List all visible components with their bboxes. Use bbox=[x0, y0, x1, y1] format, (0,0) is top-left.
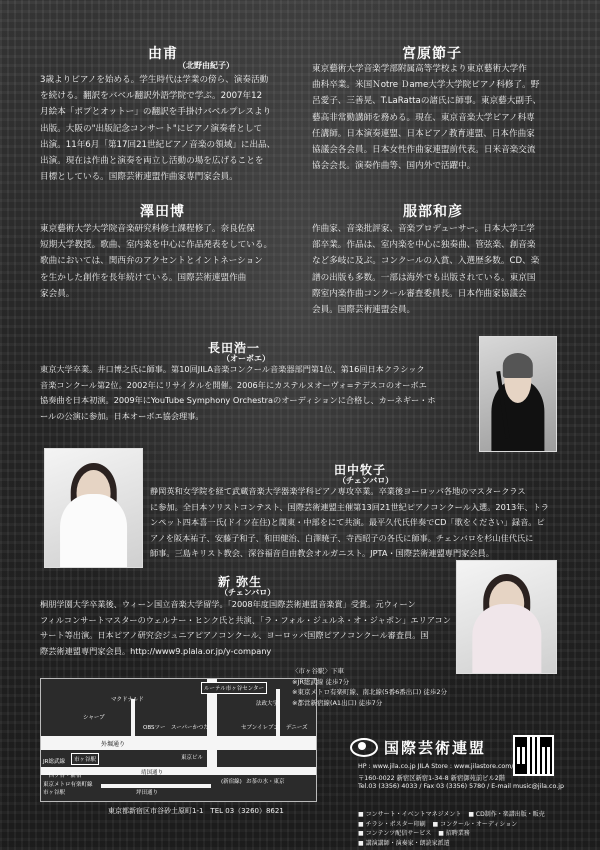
bio-sub-nagata: （オーボエ） bbox=[222, 354, 270, 363]
access-line: 〈市ヶ谷駅〉下車 bbox=[292, 667, 344, 675]
bio-sub-yuho: （北野由紀子） bbox=[178, 61, 234, 70]
service-item: ■ コンテンツ配信サービス bbox=[358, 830, 432, 837]
map-road-label: 坪田通り bbox=[136, 790, 159, 796]
bio-line: 師事。三島キリスト教会、深谷福音自由教会オルガニスト。JPTA・国際芸術連盟専門家会員。 bbox=[150, 548, 494, 559]
bio-text-tanaka bbox=[150, 484, 560, 562]
map-venue-label: ルーテル市ヶ谷センター bbox=[201, 682, 267, 694]
bio-text-yuho bbox=[40, 72, 295, 185]
bio-name-hattori: 服部和彦 bbox=[403, 204, 463, 220]
map-road-label: 外堀通り bbox=[101, 741, 126, 748]
bio-name-tanaka: 田中牧子 bbox=[334, 463, 387, 477]
portrait-photo-shin bbox=[456, 560, 557, 674]
access-line: ※JR総武線 徒歩7分 bbox=[292, 677, 350, 686]
contact-hp[interactable]: HP : www.jila.co.jp JILA Store : www.jilastore.com/ bbox=[358, 763, 514, 770]
org-logo bbox=[350, 737, 486, 758]
bio-text-miyahara bbox=[312, 61, 572, 174]
bio-line: 出演。現在は作曲と演奏を両立し活動の場を広げることを bbox=[40, 156, 264, 167]
map-road-label: 靖国通り bbox=[141, 770, 164, 776]
map-label: 東京ビル bbox=[181, 755, 204, 761]
map-label: セブンイレブン bbox=[241, 725, 279, 731]
access-info bbox=[292, 666, 447, 708]
bio-name-sawada: 澤田博 bbox=[140, 204, 185, 220]
photo-hair bbox=[503, 353, 533, 378]
bio-line: 呂愛子、三善晃、T.LaRattaの諸氏に師事。東京藝大副手、 bbox=[312, 96, 542, 107]
map-label: スーパーかつた bbox=[171, 725, 209, 731]
photo-figure bbox=[472, 604, 541, 673]
bio-line: アノを阪本祐子、安藤子和子、和田健治、白澤暁子、寺西昭子の各氏に師事。チェンバロを杉山佳代氏に bbox=[150, 532, 534, 543]
bio-sub-tanaka: （チェンバロ） bbox=[338, 476, 394, 485]
map-label: マクドナルド bbox=[111, 697, 144, 703]
bio-line: ールの公演に参加。日本オーボエ協会理事。 bbox=[40, 410, 204, 421]
bio-line: 出演。11年6月「第17回21世紀ピアノ音楽の領域」に出品、 bbox=[40, 139, 276, 150]
bio-sub-shin: （チェンバロ） bbox=[220, 588, 276, 597]
eye-logo-icon bbox=[350, 738, 378, 757]
bio-name-nagata: 長田浩一 bbox=[208, 341, 261, 355]
bio-line: 協議会各会員。日本女性作曲家連盟前代表。日米音楽交流 bbox=[312, 145, 536, 156]
bio-line: 東京大学卒業。井口博之氏に師事。第10回JILA音楽コンクール音楽器部門第1位、第16回日本クラシック bbox=[40, 364, 425, 374]
bio-text-hattori bbox=[312, 221, 572, 318]
map-road-side bbox=[131, 699, 135, 739]
map-road-side2 bbox=[276, 689, 280, 739]
bio-line: サート等出演。日本ピアノ研究会ジュニアピアノコンクール、ヨーロッパ国際ピアノコンクール審査員。国 bbox=[40, 630, 429, 641]
bio-line: 曲科卒業。米国Ｎotre Ｄame大学大学院ピアノ科修了。野 bbox=[312, 80, 540, 91]
bio-name-shin: 新 弥生 bbox=[218, 575, 263, 589]
bio-line: 目標としている。国際芸術連盟作曲家専門家会員。 bbox=[40, 172, 238, 183]
bio-text-sawada bbox=[40, 221, 295, 302]
org-name: 国際芸術連盟 bbox=[384, 739, 487, 757]
map-label: 一四ッ谷・新宿 bbox=[43, 773, 82, 779]
bio-line: を続ける。翻訳をバベル翻訳外語学院で学ぶ。2007年12 bbox=[40, 91, 263, 102]
bio-line: 作曲家、音楽批評家、音楽プロデューサー。日本大学工学 bbox=[312, 224, 535, 234]
bio-line: 際芸術連盟専門家会員。http://www9.plala.or.jp/y-company bbox=[40, 645, 272, 656]
service-item: ■ 講演講師・演奏家・朗読家派遣 bbox=[358, 839, 450, 847]
bio-line: など多岐に及ぶ。コンクールの入賞、入選歴多数。CD、楽 bbox=[312, 256, 540, 267]
contact-address: 〒160-0022 新宿区新宿1-34-8 新宿御苑前ビル2階 bbox=[358, 775, 506, 782]
map-road-sotobori bbox=[41, 736, 316, 750]
portrait-photo-tanaka bbox=[44, 448, 143, 568]
access-line: ※都営新宿線(A1出口) 徒歩7分 bbox=[292, 698, 383, 707]
bio-line: 部卒業。作品は、室内楽を中心に独奏曲、管弦楽、創音楽 bbox=[312, 240, 536, 251]
contact-phone: Tel.03 (3356) 4033 / Fax 03 (3356) 5780 / E-mail music@jila.co.jp bbox=[358, 783, 564, 790]
bio-line: 歌曲においては、関西弁のアクセントとイントネーション bbox=[40, 256, 263, 267]
bio-line: フィルコンサートマスターのウェルナー・ヒンク氏と共演、「ラ・フォル・ジュルネ・オ・ジャポン」エリアコン bbox=[40, 614, 451, 625]
service-item: ■ チラシ・ポスター印刷 bbox=[358, 820, 426, 828]
bio-text-shin bbox=[40, 597, 465, 659]
map-station-label: 市ヶ谷駅 bbox=[71, 753, 99, 765]
service-item: ■ CD制作・楽譜出版・販売 bbox=[468, 811, 545, 818]
bio-line: 音楽コンクール第2位。2002年にリサイタルを開催。2006年にカステルヌオーヴォ=テデスコのオーボエ bbox=[40, 379, 427, 390]
portrait-photo-nagata bbox=[479, 336, 557, 452]
map-label: 市ヶ谷駅 bbox=[43, 790, 66, 796]
service-item: ■ コンクール・オーディション bbox=[432, 820, 518, 828]
bio-line: 静岡英和女学院を経て武蔵音楽大学器楽学科ピアノ専攻卒業。卒業後ヨーロッパ各地のマスタークラス bbox=[150, 486, 526, 496]
service-item: ■ コンサート・イベントマネジメント bbox=[358, 811, 462, 818]
bio-line: 東京藝術大学大学院音楽研究科修士課程修了。奈良佐保 bbox=[40, 224, 255, 234]
bio-name-miyahara: 宮原節子 bbox=[402, 46, 462, 62]
bio-line: 協会会長。演奏作曲等、国内外で活躍中。 bbox=[312, 161, 476, 172]
bio-line: 桐朋学園大学卒業後、ウィーン国立音楽大学留学。「2008年度国際芸術連盟音楽賞」受賞。元ウィーン bbox=[40, 599, 416, 609]
photo-figure bbox=[60, 494, 128, 567]
bio-line: ンペット四本喜一氏(ドイツ在住)と関東・中部をにて共演。最平久代氏伴奏でCD「歌をください」録音。ピ bbox=[150, 517, 545, 528]
map-road-yasukuni bbox=[41, 767, 316, 775]
map-label: お茶の水・東京 bbox=[246, 779, 285, 785]
bio-line: 月絵本「ポプとオットー」の翻訳を手掛けバベルプレスより bbox=[40, 107, 272, 118]
map-label: デニーズ bbox=[286, 725, 308, 731]
bio-line: 出版。大阪の"出版記念コンサート"にピアノ演奏者として bbox=[40, 123, 263, 134]
bio-line: 任講師。日本演奏連盟、日本ピアノ教育連盟、日本作曲家 bbox=[312, 128, 535, 139]
bio-line: 短期大学教授。歌曲、室内楽を中心に作品発表をしている。 bbox=[40, 240, 273, 251]
bio-line: 譜の出版も多数。一部は海外でも出版されている。東京国 bbox=[312, 272, 536, 283]
service-item: ■ 招聘業務 bbox=[438, 830, 470, 837]
access-map bbox=[40, 678, 317, 802]
venue-address: 東京都新宿区市谷砂土原町1-1 TEL 03（3260）8621 bbox=[108, 807, 284, 815]
qr-code-icon[interactable] bbox=[513, 735, 554, 776]
map-label: JR総武線 bbox=[43, 759, 65, 765]
bio-line: 会員。国際芸術連盟会員。 bbox=[312, 305, 416, 316]
services-list bbox=[358, 810, 568, 848]
bio-text-nagata bbox=[40, 362, 465, 424]
map-label: シャープ bbox=[83, 715, 105, 721]
map-label: 東京メトロ有楽町線 bbox=[43, 782, 93, 788]
map-label: 法政大学 bbox=[256, 701, 279, 707]
bio-name-yuho: 由甫 bbox=[148, 46, 178, 62]
bio-line: 東京藝術大学音楽学部附属高等学校より東京藝術大学作 bbox=[312, 64, 527, 74]
bio-line: 協奏曲を日本初演。2009年にYouTube Symphony Orchestraのオーディションに合格し、カーネギー・ホ bbox=[40, 395, 436, 406]
map-label: (新宿線) bbox=[221, 779, 242, 785]
bio-line: 3歳よりピアノを始める。学生時代は学業の傍ら、演奏活動 bbox=[40, 75, 269, 85]
bio-line: 家会員。 bbox=[40, 288, 75, 299]
bio-line: 藝高非常勤講師を務める。現在、東京音楽大学ピアノ科専 bbox=[312, 112, 535, 123]
bio-line: に参加。全日本ソリストコンテスト、国際芸術連盟主催第13回21世紀ピアノコンクール入選。2013年、トラ bbox=[150, 501, 549, 512]
map-label: OBSツー bbox=[143, 725, 166, 731]
bio-line: 際室内楽作曲コンクール審査委員長。日本作曲家協議会 bbox=[312, 288, 527, 299]
access-line: ※東京メトロ有楽町線、南北線(5番6番出口) 徒歩2分 bbox=[292, 688, 447, 696]
bio-line: を生かした創作を長年続けている。国際芸術連盟作曲 bbox=[40, 272, 247, 283]
